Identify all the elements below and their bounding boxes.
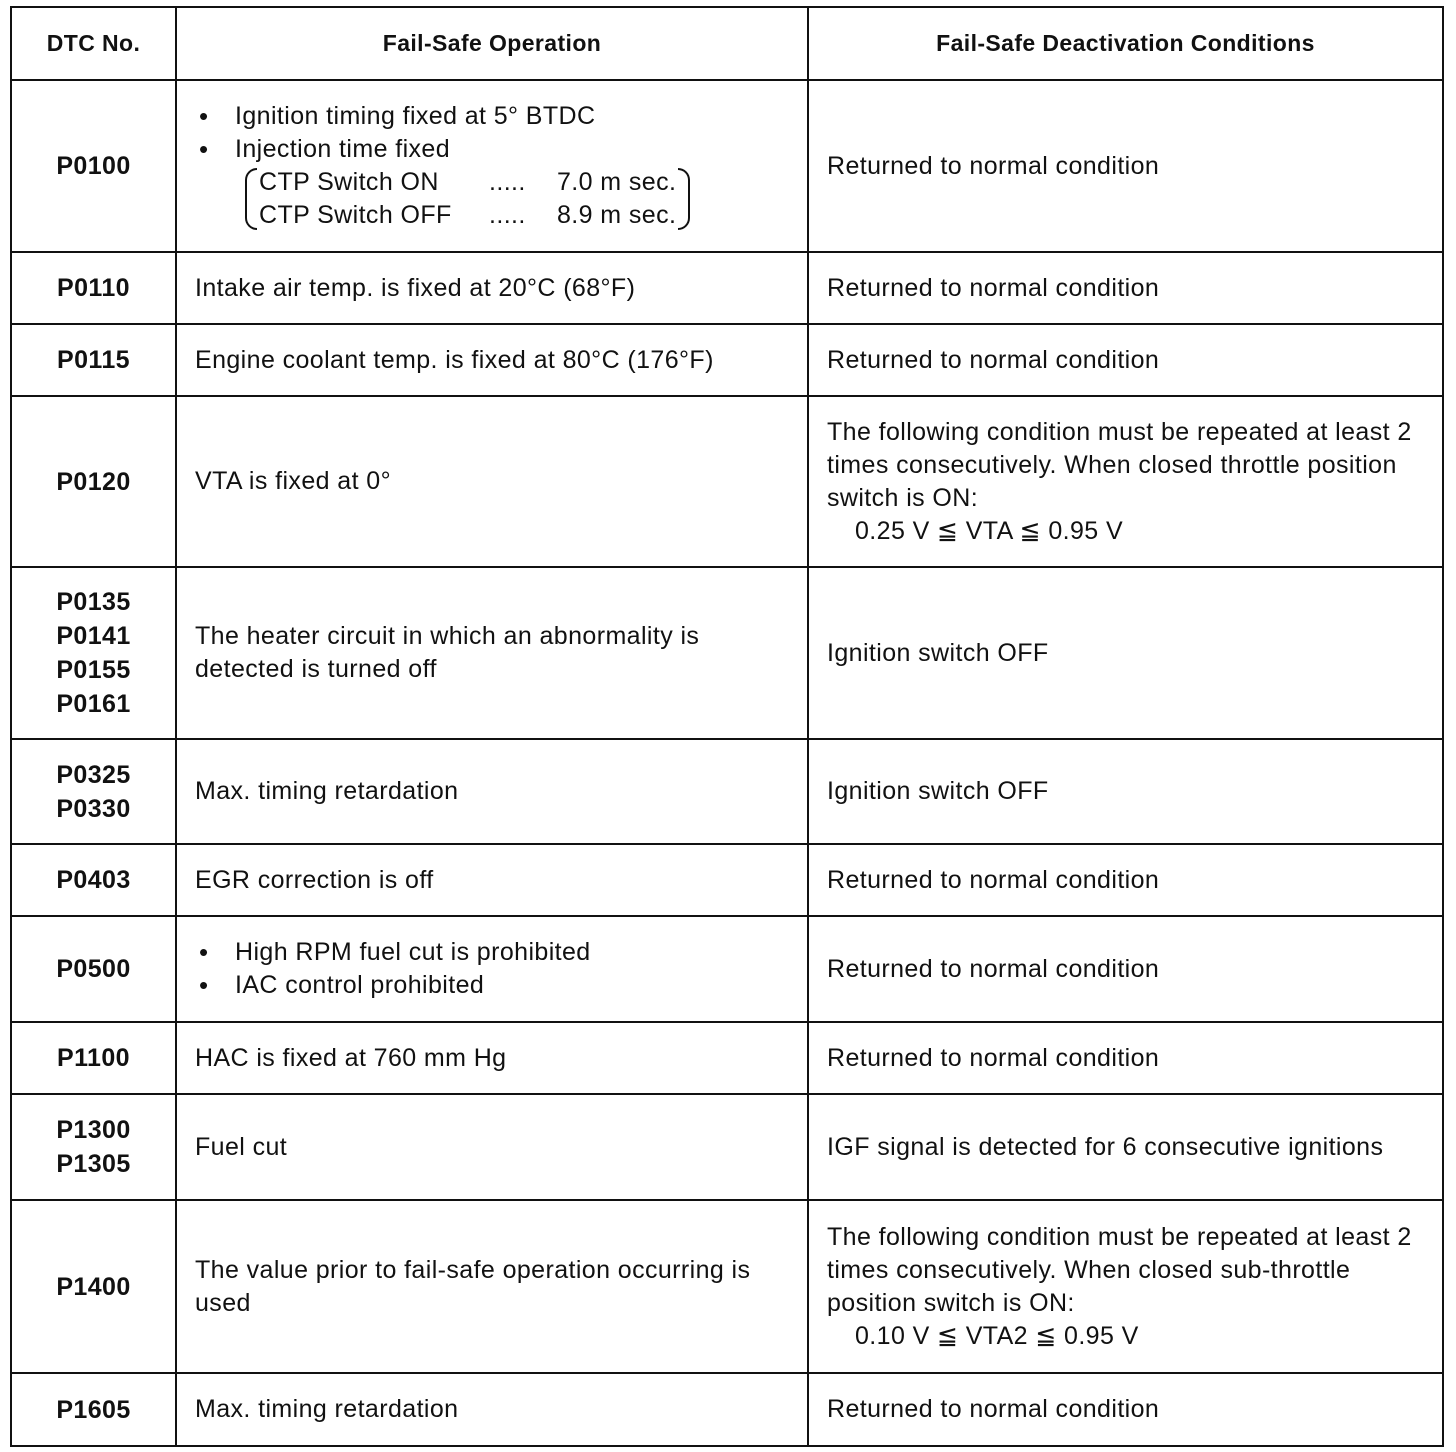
dtc-code-cell <box>11 252 176 324</box>
dtc-code-cell <box>11 80 176 252</box>
dtc-code: P0141 <box>56 622 131 650</box>
condition-cell: Ignition switch OFF <box>808 739 1443 844</box>
list-item: • High RPM fuel cut is prohibited <box>195 936 789 969</box>
table-row-p0115 <box>11 324 1443 396</box>
operation-cell: Intake air temp. is fixed at 20°C (68°F) <box>176 252 808 324</box>
table-row-p0403 <box>11 844 1443 916</box>
dtc-code: P0500 <box>56 955 131 983</box>
header-row <box>11 7 1443 80</box>
table-row-p0100 <box>11 80 1443 252</box>
table-row-p0135 <box>11 567 1443 739</box>
detail-row <box>259 199 676 232</box>
operation-cell: HAC is fixed at 760 mm Hg <box>176 1022 808 1094</box>
dtc-code: P0110 <box>57 274 130 302</box>
dtc-code: P0330 <box>56 794 131 823</box>
voltage-formula: 0.25 V ≦ VTA ≦ 0.95 V <box>855 516 1124 545</box>
dtc-code: P0403 <box>56 866 131 894</box>
condition-text: The following condition must be repeated at least 2 times consecutively. When closed throttle position switch is ON: <box>827 417 1412 512</box>
operation-cell: Max. timing retardation <box>176 739 808 844</box>
dtc-code: P1100 <box>57 1044 130 1072</box>
dtc-code-cell <box>11 844 176 916</box>
dtc-code-cell <box>11 739 176 844</box>
header-deactivation-conditions: Fail-Safe Deactivation Conditions <box>808 7 1443 80</box>
dtc-code: P1605 <box>56 1395 131 1424</box>
condition-cell: Returned to normal condition <box>808 1022 1443 1094</box>
dtc-code-cell <box>11 567 176 739</box>
dtc-code-cell <box>11 1200 176 1373</box>
dtc-code-cell <box>11 1022 176 1094</box>
dtc-code: P0115 <box>57 346 130 374</box>
dtc-code: P0161 <box>56 690 131 718</box>
condition-cell: Returned to normal condition <box>808 916 1443 1022</box>
operation-cell <box>176 80 808 252</box>
condition-cell: Returned to normal condition <box>808 252 1443 324</box>
operation-cell: VTA is fixed at 0° <box>176 396 808 567</box>
injection-time-detail <box>245 166 690 232</box>
condition-cell: Ignition switch OFF <box>808 567 1443 739</box>
detail-dots: ..... <box>489 168 526 196</box>
operation-bullets <box>195 100 789 166</box>
condition-cell: Returned to normal condition <box>808 324 1443 396</box>
operation-cell: EGR correction is off <box>176 844 808 916</box>
detail-label: CTP Switch ON <box>259 168 439 196</box>
table-row-p1300 <box>11 1094 1443 1200</box>
dtc-fail-safe-table <box>10 6 1444 1447</box>
dtc-code: P1400 <box>56 1272 131 1301</box>
condition-cell: Returned to normal condition <box>808 1373 1443 1446</box>
dtc-code: P0155 <box>56 656 131 684</box>
table-row-p0500 <box>11 916 1443 1022</box>
operation-cell: Max. timing retardation <box>176 1373 808 1446</box>
detail-value: 7.0 m sec. <box>557 168 677 196</box>
list-item: • IAC control prohibited <box>195 969 789 1002</box>
detail-value: 8.9 m sec. <box>557 201 677 229</box>
dtc-code: P0100 <box>56 152 131 180</box>
table-row-p0120 <box>11 396 1443 567</box>
operation-cell: Fuel cut <box>176 1094 808 1200</box>
condition-text: The following condition must be repeated at least 2 times consecutively. When closed sub-throttle position switch is ON: <box>827 1222 1412 1317</box>
table-row-p0110 <box>11 252 1443 324</box>
operation-cell: The value prior to fail-safe operation occurring is used <box>176 1200 808 1373</box>
list-item: • Ignition timing fixed at 5° BTDC <box>195 100 789 133</box>
dtc-code: P0135 <box>56 588 131 616</box>
operation-cell <box>176 916 808 1022</box>
voltage-formula: 0.10 V ≦ VTA2 ≦ 0.95 V <box>855 1321 1139 1350</box>
dtc-code-cell <box>11 1094 176 1200</box>
dtc-code: P0325 <box>56 760 131 789</box>
header-fail-safe-operation: Fail-Safe Operation <box>176 7 808 80</box>
table-row-p0325 <box>11 739 1443 844</box>
table-row-p1400 <box>11 1200 1443 1373</box>
dtc-code-cell <box>11 324 176 396</box>
dtc-code-cell <box>11 1373 176 1446</box>
dtc-code: P1300 <box>56 1116 131 1144</box>
header-dtc-no: DTC No. <box>11 7 176 80</box>
dtc-code-cell <box>11 916 176 1022</box>
detail-label: CTP Switch OFF <box>259 201 452 229</box>
condition-cell: Returned to normal condition <box>808 844 1443 916</box>
table-row-p1100 <box>11 1022 1443 1094</box>
condition-cell: Returned to normal condition <box>808 80 1443 252</box>
operation-bullets <box>195 936 789 1002</box>
list-item: • Injection time fixed <box>195 133 789 166</box>
table-row-p1605 <box>11 1373 1443 1446</box>
dtc-code-cell <box>11 396 176 567</box>
operation-cell: Engine coolant temp. is fixed at 80°C (176°F) <box>176 324 808 396</box>
detail-row <box>259 166 676 199</box>
condition-cell: IGF signal is detected for 6 consecutive ignitions <box>808 1094 1443 1200</box>
dtc-code: P1305 <box>56 1150 131 1178</box>
condition-cell <box>808 1200 1443 1373</box>
detail-dots: ..... <box>489 201 526 229</box>
dtc-code: P0120 <box>56 467 131 496</box>
condition-cell <box>808 396 1443 567</box>
operation-cell: The heater circuit in which an abnormality is detected is turned off <box>176 567 808 739</box>
